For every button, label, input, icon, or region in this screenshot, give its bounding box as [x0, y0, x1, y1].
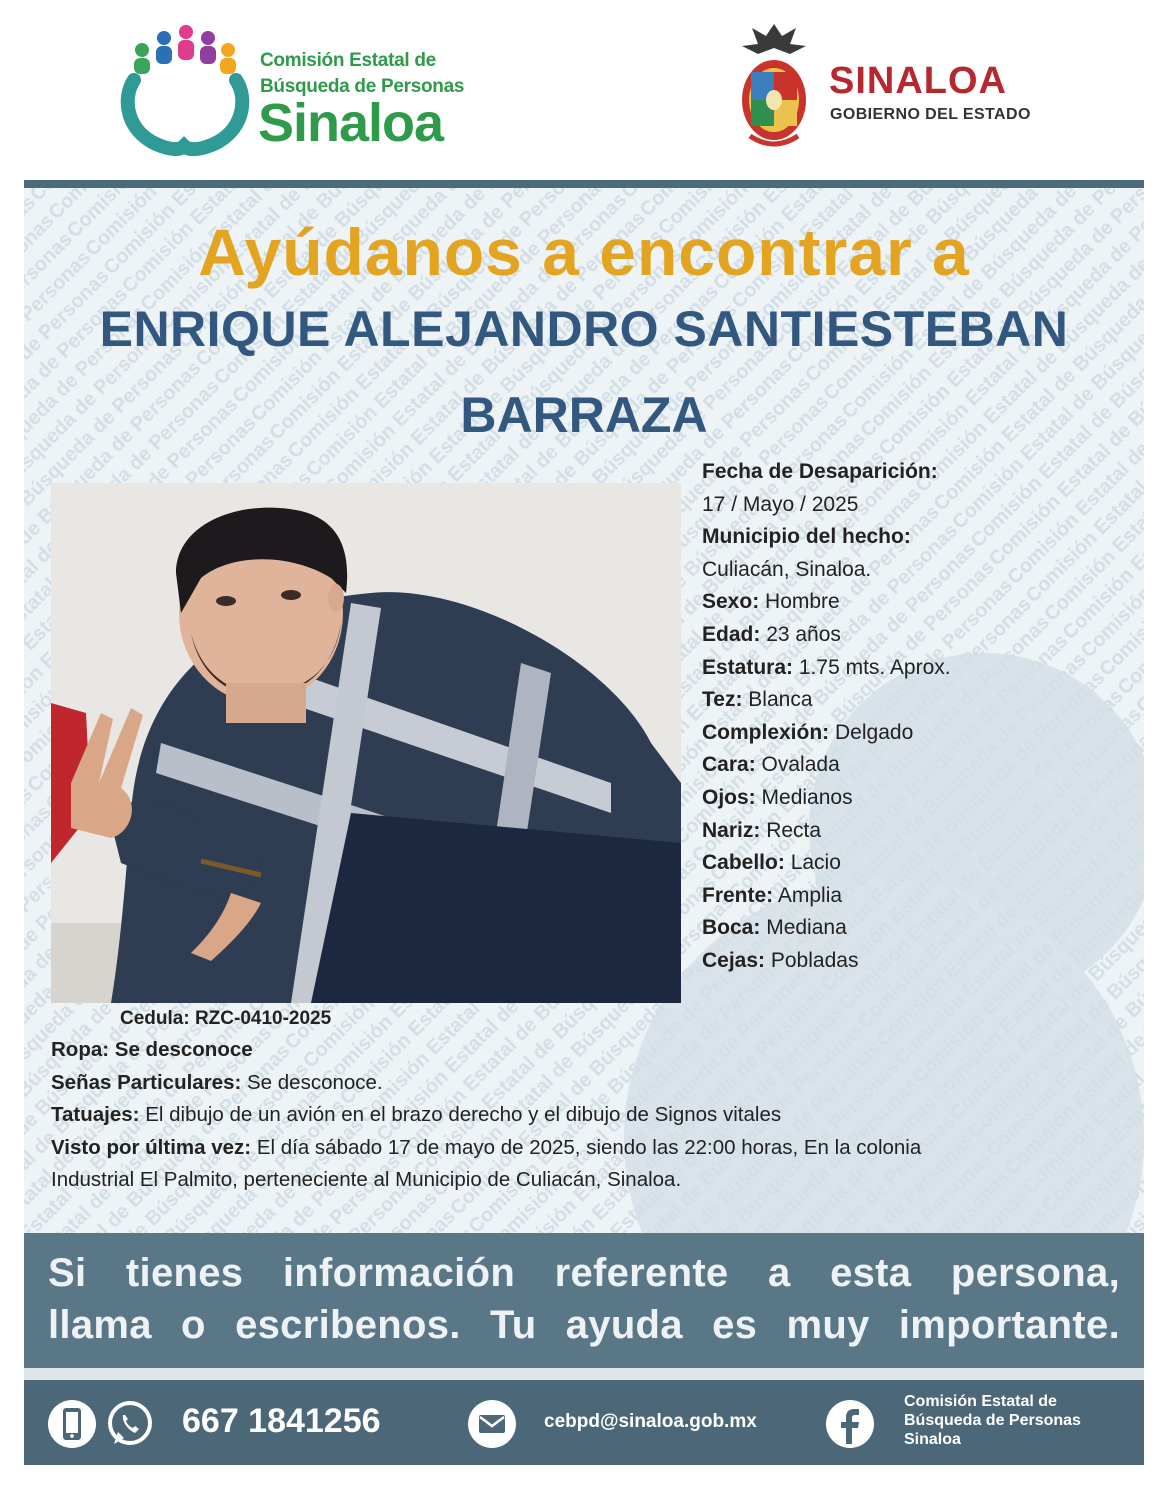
- email-address[interactable]: cebpd@sinaloa.gob.mx: [544, 1411, 757, 1432]
- missing-person-poster: [24, 0, 1144, 1487]
- ropa-value: Se desconoce: [114, 1038, 253, 1061]
- cedula-number: Cedula: RZC-0410-2025: [120, 1008, 332, 1029]
- person-name-line1: ENRIQUE ALEJANDRO SANTIESTEBAN: [99, 301, 1069, 357]
- footer-divider: [24, 1368, 1144, 1380]
- boca-value: Mediana: [766, 916, 847, 940]
- person-details: [702, 456, 1122, 978]
- coat-of-arms-icon: [734, 18, 814, 153]
- visto-value-continued: Industrial El Palmito, perteneciente al Municipio de Culiacán, Sinaloa.: [51, 1168, 682, 1191]
- person-name-line2: BARRAZA: [460, 387, 708, 443]
- frente-label: Frente:: [702, 883, 774, 907]
- municipio-value: Culiacán, Sinaloa.: [702, 557, 872, 581]
- mobile-phone-icon[interactable]: [46, 1398, 98, 1450]
- cara-value: Ovalada: [761, 753, 840, 777]
- facebook-icon[interactable]: [824, 1398, 876, 1450]
- nariz-value: Recta: [766, 818, 822, 842]
- municipio-label: Municipio del hecho:: [702, 525, 911, 549]
- ojos-label: Ojos:: [702, 785, 756, 809]
- headline: Ayúdanos a encontrar a: [198, 215, 970, 289]
- fb-line2: Búsqueda de Personas: [904, 1412, 1081, 1429]
- senas-label: Señas Particulares:: [51, 1070, 242, 1094]
- fecha-label: Fecha de Desaparición:: [702, 460, 938, 483]
- cejas-value: Pobladas: [770, 948, 859, 972]
- person-photo: [51, 483, 681, 1003]
- header: [24, 0, 1144, 180]
- cebp-name-big: Sinaloa: [258, 93, 444, 153]
- call-to-action: [24, 1233, 1144, 1368]
- gov-subtitle: GOBIERNO DEL ESTADO: [830, 106, 1031, 123]
- header-divider: [24, 180, 1144, 188]
- sexo-value: Hombre: [765, 590, 840, 614]
- bottom-margin: [24, 1465, 1144, 1487]
- visto-label: Visto por última vez:: [51, 1135, 252, 1159]
- tatuajes-label: Tatuajes:: [51, 1103, 140, 1126]
- tatuajes-value: El dibujo de un avión en el brazo derecho y el dibujo de Signos vitales: [145, 1103, 782, 1126]
- fb-line3: Sinaloa: [904, 1431, 961, 1448]
- cebp-name-line2: Búsqueda de Personas: [260, 76, 465, 97]
- nariz-label: Nariz:: [702, 818, 761, 842]
- cta-line1: Si tienes información referente a esta persona,: [48, 1251, 1120, 1295]
- cejas-label: Cejas:: [702, 948, 766, 972]
- senas-value: Se desconoce.: [247, 1070, 383, 1094]
- tez-value: Blanca: [748, 688, 813, 712]
- cabello-value: Lacio: [790, 851, 841, 875]
- gov-name: SINALOA: [829, 60, 1007, 102]
- fb-line1: Comisión Estatal de: [904, 1393, 1057, 1410]
- estatura-label: Estatura:: [702, 655, 794, 679]
- contact-footer: [24, 1380, 1144, 1465]
- cta-line2: llama o escribenos. Tu ayuda es muy importante.: [48, 1303, 1120, 1347]
- whatsapp-icon[interactable]: [104, 1398, 156, 1450]
- boca-label: Boca:: [702, 916, 761, 940]
- cebp-name-line1: Comisión Estatal de: [260, 50, 436, 71]
- cebp-logo: [120, 18, 490, 158]
- estatura-value: 1.75 mts. Aprox.: [798, 655, 951, 679]
- facebook-page-name[interactable]: [904, 1392, 1081, 1449]
- cebp-logo-icon: [120, 18, 250, 158]
- tez-label: Tez:: [702, 688, 743, 712]
- cabello-label: Cabello:: [702, 851, 785, 875]
- ropa-label: Ropa:: [51, 1038, 110, 1061]
- fecha-value: 17 / Mayo / 2025: [702, 492, 859, 516]
- edad-value: 23 años: [766, 622, 841, 646]
- complexion-value: Delgado: [835, 720, 914, 744]
- sexo-label: Sexo:: [702, 590, 760, 614]
- cara-label: Cara:: [702, 753, 756, 777]
- case-info: [51, 1034, 1131, 1197]
- person-photo-illustration: [51, 483, 681, 1003]
- phone-number[interactable]: 667 1841256: [182, 1402, 381, 1440]
- email-icon[interactable]: [466, 1398, 518, 1450]
- ojos-value: Medianos: [761, 785, 853, 809]
- main-content: [24, 188, 1144, 1233]
- edad-label: Edad:: [702, 622, 761, 646]
- sinaloa-government-logo: [734, 18, 1074, 158]
- frente-value: Amplia: [777, 883, 843, 907]
- complexion-label: Complexión:: [702, 720, 830, 744]
- visto-value: El día sábado 17 de mayo de 2025, siendo las 22:00 horas, En la colonia: [256, 1135, 922, 1159]
